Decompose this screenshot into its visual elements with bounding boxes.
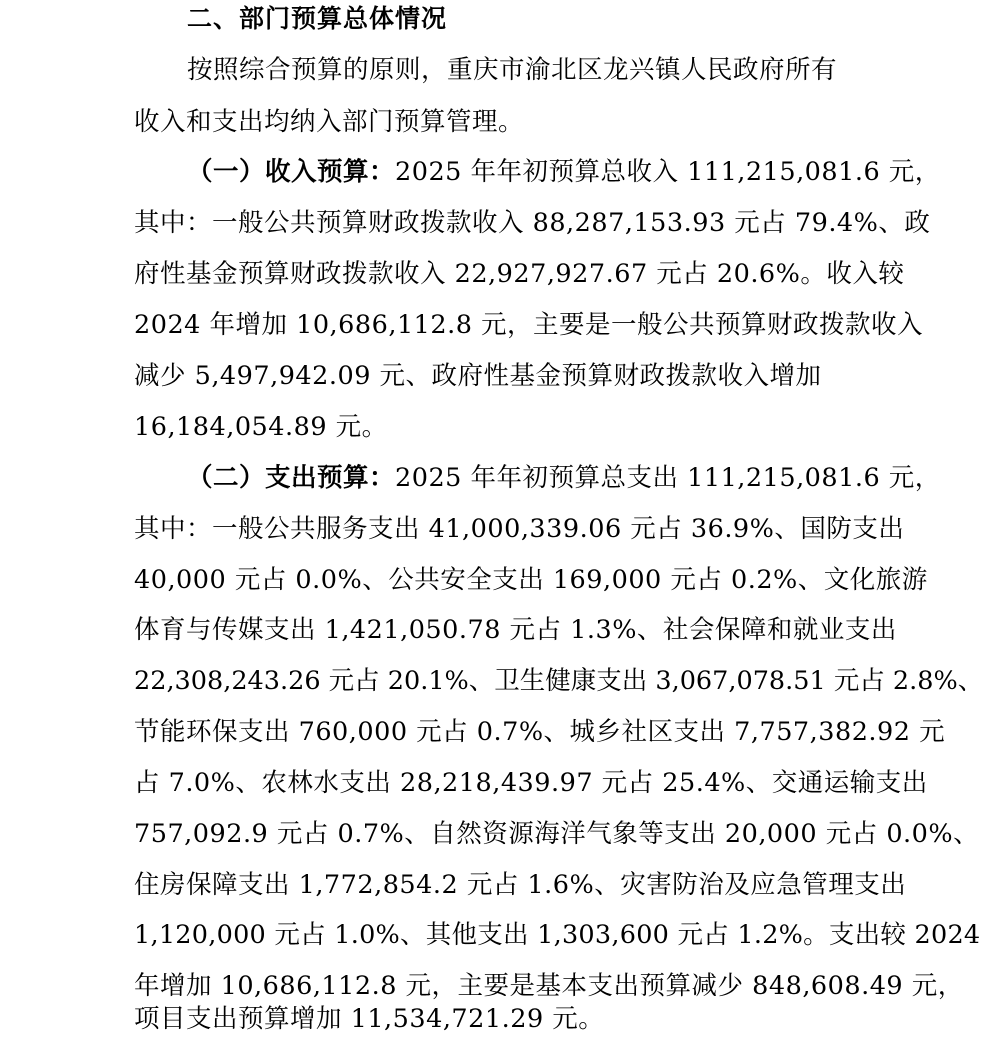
- expense-line-12: 项目支出预算增加 11,534,721.29 元。: [134, 1004, 605, 1034]
- expense-line-2: 其中：一般公共服务支出 41,000,339.06 元占 36.9%、国防支出: [134, 514, 905, 544]
- income-line-5: 减少 5,497,942.09 元、政府性基金预算财政拨款收入增加: [134, 361, 822, 391]
- income-line-3: 府性基金预算财政拨款收入 22,927,927.67 元占 20.6%。收入较: [134, 259, 905, 289]
- intro-line-1: 按照综合预算的原则，重庆市渝北区龙兴镇人民政府所有: [187, 55, 838, 85]
- intro-line-2: 收入和支出均纳入部门预算管理。: [134, 107, 525, 137]
- income-line-4: 2024 年增加 10,686,112.8 元，主要是一般公共预算财政拨款收入: [134, 310, 924, 340]
- expense-line-9: 住房保障支出 1,772,854.2 元占 1.6%、灾害防治及应急管理支出: [134, 870, 907, 900]
- income-line-1-text: 2025 年年初预算总收入 111,215,081.6 元，: [395, 157, 941, 187]
- expense-line-8: 757,092.9 元占 0.7%、自然资源海洋气象等支出 20,000 元占 0.0%、: [134, 819, 980, 849]
- expense-line-1-text: 2025 年年初预算总支出 111,215,081.6 元，: [395, 463, 941, 493]
- expense-line-10: 1,120,000 元占 1.0%、其他支出 1,303,600 元占 1.2%。支出较 2024: [134, 920, 981, 950]
- expense-label: （二）支出预算：: [187, 463, 396, 493]
- expense-line-5: 22,308,243.26 元占 20.1%、卫生健康支出 3,067,078.51 元占 2.8%、: [134, 666, 984, 696]
- section-heading: 二、部门预算总体情况: [187, 4, 448, 33]
- expense-line-6: 节能环保支出 760,000 元占 0.7%、城乡社区支出 7,757,382.92 元: [134, 717, 946, 747]
- expense-line-7: 占 7.0%、农林水支出 28,218,439.97 元占 25.4%、交通运输支出: [134, 768, 928, 798]
- expense-line-1: [187, 461, 941, 495]
- expense-line-3: 40,000 元占 0.0%、公共安全支出 169,000 元占 0.2%、文化旅游: [134, 565, 928, 595]
- expense-line-4: 体育与传媒支出 1,421,050.78 元占 1.3%、社会保障和就业支出: [134, 615, 897, 645]
- income-line-2: 其中：一般公共预算财政拨款收入 88,287,153.93 元占 79.4%、政: [134, 208, 931, 238]
- expense-line-11: 年增加 10,686,112.8 元，主要是基本支出预算减少 848,608.49 元，: [134, 971, 964, 1001]
- income-label: （一）收入预算：: [187, 157, 396, 187]
- income-line-1: [187, 155, 941, 189]
- income-line-6: 16,184,054.89 元。: [134, 412, 388, 442]
